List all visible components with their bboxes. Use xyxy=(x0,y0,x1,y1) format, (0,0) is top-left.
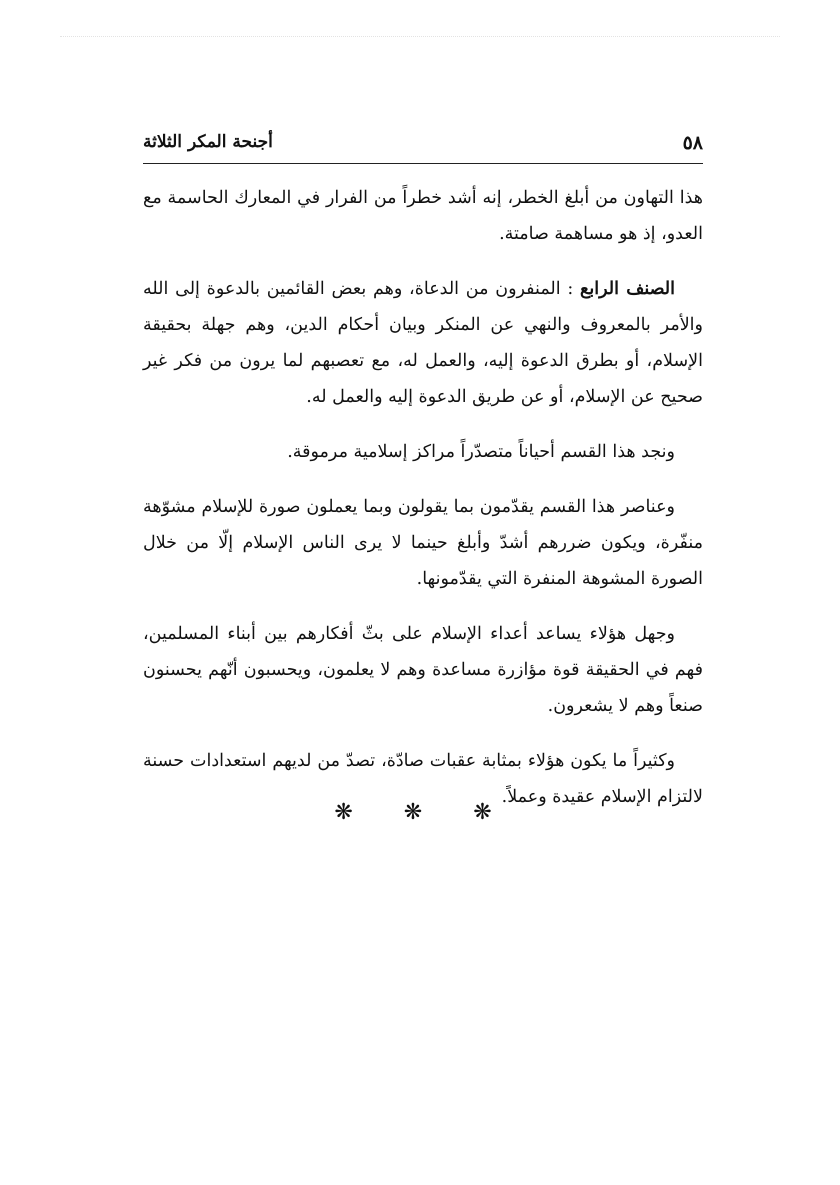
paragraph xyxy=(143,616,703,724)
paragraph-text: ونجد هذا القسم أحياناً متصدّراً مراكز إسلامية مرموقة. xyxy=(287,442,675,462)
asterism-glyph: ❋ xyxy=(403,800,437,825)
running-title: أجنحة المكر الثلاثة xyxy=(143,132,273,152)
asterism-glyph: ❋ xyxy=(473,800,506,825)
paragraph xyxy=(143,489,703,597)
paragraph xyxy=(143,180,703,252)
page-number: ٥٨ xyxy=(682,132,703,154)
asterism-glyph: ❋ xyxy=(334,800,367,825)
paragraph xyxy=(143,434,703,470)
paragraph xyxy=(143,271,703,415)
paragraph-text: هذا التهاون من أبلغ الخطر، إنه أشد خطراً من الفرار في المعارك الحاسمة مع العدو، إذ هو مساهمة صامتة. xyxy=(143,188,703,244)
paragraph-text: وعناصر هذا القسم يقدّمون بما يقولون وبما يعملون صورة للإسلام مشوّهة منفّرة، ويكون ضررهم أشدّ وأبلغ حينما لا يرى الناس الإسلام إلّا من خلال الصورة المشوهة المنفرة التي يقدّمونها. xyxy=(143,497,703,589)
header-rule xyxy=(143,163,703,164)
paragraph-text: وجهل هؤلاء يساعد أعداء الإسلام على بثّ أفكارهم بين أبناء المسلمين، فهم في الحقيقة قوة مؤازرة مساعدة وهم لا يعلمون، ويحسبون أنّهم يحسنون صنعاً وهم لا يشعرون. xyxy=(143,624,703,716)
paragraph-text: : المنفرون من الدعاة، وهم بعض القائمين بالدعوة إلى الله والأمر بالمعروف والنهي عن المنكر وبيان أحكام الدين، وهم جهلة بحقيقة الإسلام، أو بطرق الدعوة إليه، والعمل له، مع تعصبهم لما يرون من فكر غير صحيح عن الإسلام، أو عن طريق الدعوة إليه والعمل له. xyxy=(143,279,703,407)
section-separator xyxy=(0,800,840,825)
page-header xyxy=(143,128,703,162)
paragraph-text: وكثيراً ما يكون هؤلاء بمثابة عقبات صادّة، تصدّ من لديهم استعدادات حسنة لالتزام الإسلام عقيدة وعملاً. xyxy=(143,751,703,807)
paragraph-lead: الصنف الرابع xyxy=(580,279,675,299)
scan-edge xyxy=(60,36,780,38)
body-text xyxy=(143,180,703,834)
